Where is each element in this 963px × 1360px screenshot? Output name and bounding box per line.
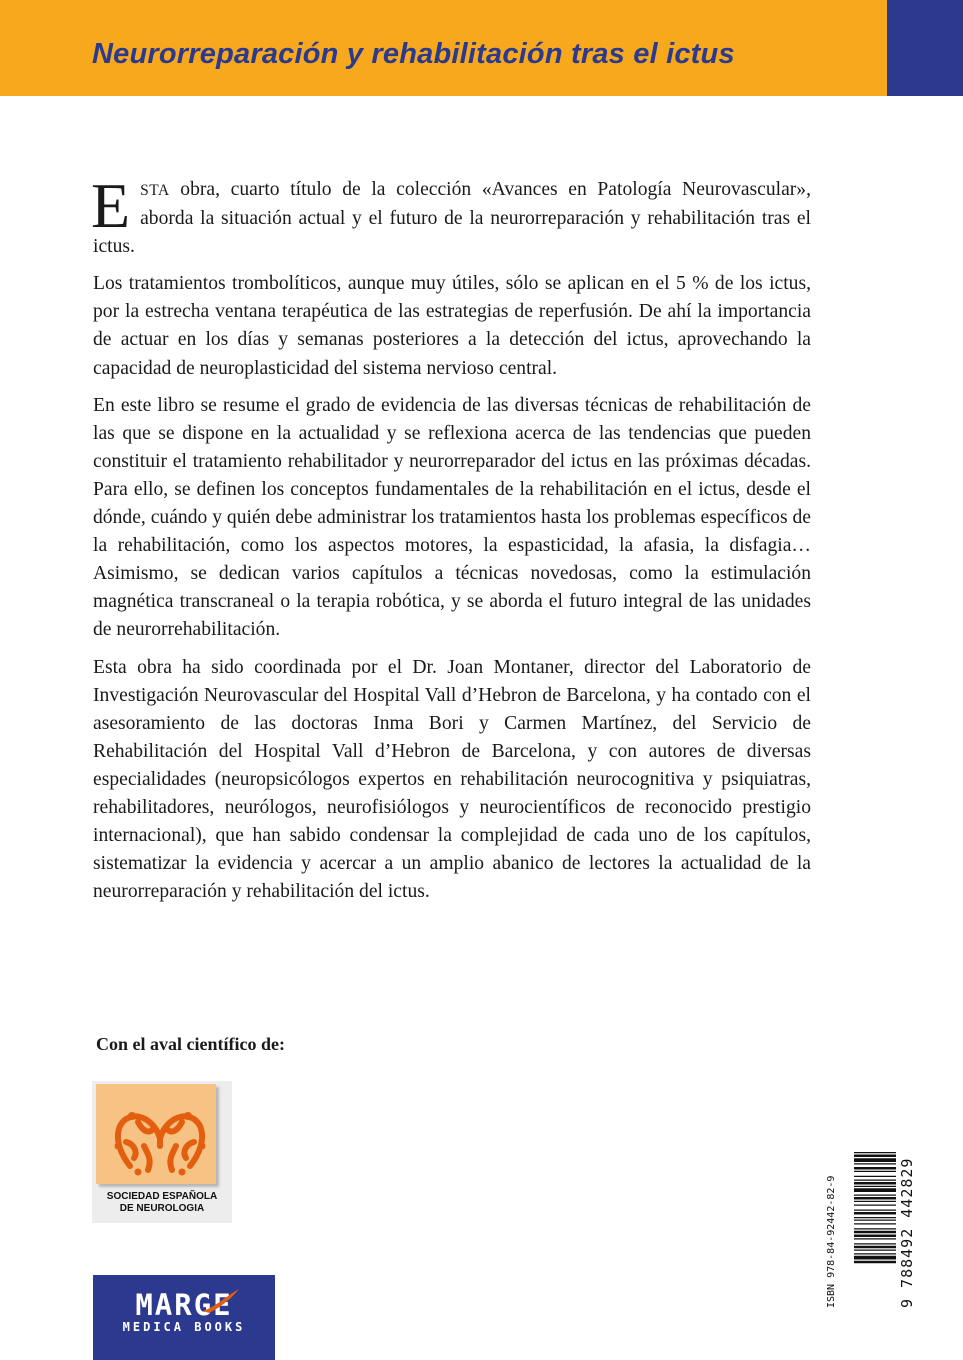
brain-icon xyxy=(108,1100,212,1180)
publisher-name: MARGE xyxy=(135,1288,233,1322)
header-accent-strip xyxy=(887,0,963,96)
book-title: Neurorreparación y rehabilitación tras el ictus xyxy=(92,38,735,70)
sen-logo-label: SOCIEDAD ESPAÑOLA DE NEUROLOGIA xyxy=(106,1191,218,1214)
paragraph-3: En este libro se resume el grado de evidencia de las diversas técnicas de rehabilitación de las que se dispone en la actualidad y se reflexiona acerca de las tendencias que pueden constituir el tratamiento rehabilitador y neurorreparador del ictus en las próximas décadas. Para ello, se definen los conceptos fundamentales de la rehabilitación en el ictus, desde el dónde, cuándo y quién debe administrar los tratamientos hasta los problemas específicos de la rehabilitación, como los aspectos motores, la espasticidad, la afasia, la disfagia… Asimismo, se dedican varios capítulos a técnicas novedosas, como la estimulación magnética transcraneal o la terapia robótica, y se aborda el futuro integral de las unidades de neurorrehabilitación. xyxy=(93,394,811,641)
publisher-logo xyxy=(93,1275,275,1360)
sen-logo-square xyxy=(96,1084,216,1184)
paragraph-1-text: obra, cuarto título de la colección «Avances en Patología Neurovascular», aborda la situación actual y el futuro de la neurorreparación y rehabilitación tras el ictus. xyxy=(93,179,811,258)
smallcaps-lead: STA xyxy=(140,182,170,199)
endorsement-label: Con el aval científico de: xyxy=(96,1034,285,1054)
drop-cap: E xyxy=(91,170,131,241)
paragraph-1 xyxy=(91,170,811,261)
paragraph-4: Esta obra ha sido coordinada por el Dr. Joan Montaner, director del Laboratorio de Investigación Neurovascular del Hospital Vall d’Hebron de Barcelona, y ha contado con el asesoramiento de las doctoras Inma Bori y Carmen Martínez, del Servicio de Rehabilitación del Hospital Vall d’Hebron de Barcelona, y con autores de diversas especialidades (neuropsicólogos expertos en rehabilitación neurocognitiva y psiquiatras, rehabilitadores, neurólogos, neurofisiólogos y neurocientíficos de reconocido prestigio internacional), que han sabido condensar la complejidad de cada uno de los capítulos, sistematizar la evidencia y acercar a un amplio abanico de lectores la actualidad de la neurorreparación y rehabilitación del ictus. xyxy=(93,656,811,903)
paragraph-2: Los tratamientos trombolíticos, aunque muy útiles, sólo se aplican en el 5 % de los ictus, por la estrecha ventana terapéutica de las estrategias de reperfusión. De ahí la importancia de actuar en los días y semanas posteriores a la detección del ictus, aprovechando la capacidad de neuroplasticidad del sistema nervioso central. xyxy=(93,273,811,379)
barcode-digits: 9 788492 442829 xyxy=(898,1157,916,1308)
back-cover-text xyxy=(91,170,811,915)
swoosh-icon xyxy=(201,1287,241,1315)
sen-logo xyxy=(92,1081,232,1223)
isbn-label: ISBN 978-84-92442-82-9 xyxy=(826,1175,837,1308)
publisher-subtitle: MEDICA BOOKS xyxy=(122,1320,246,1334)
